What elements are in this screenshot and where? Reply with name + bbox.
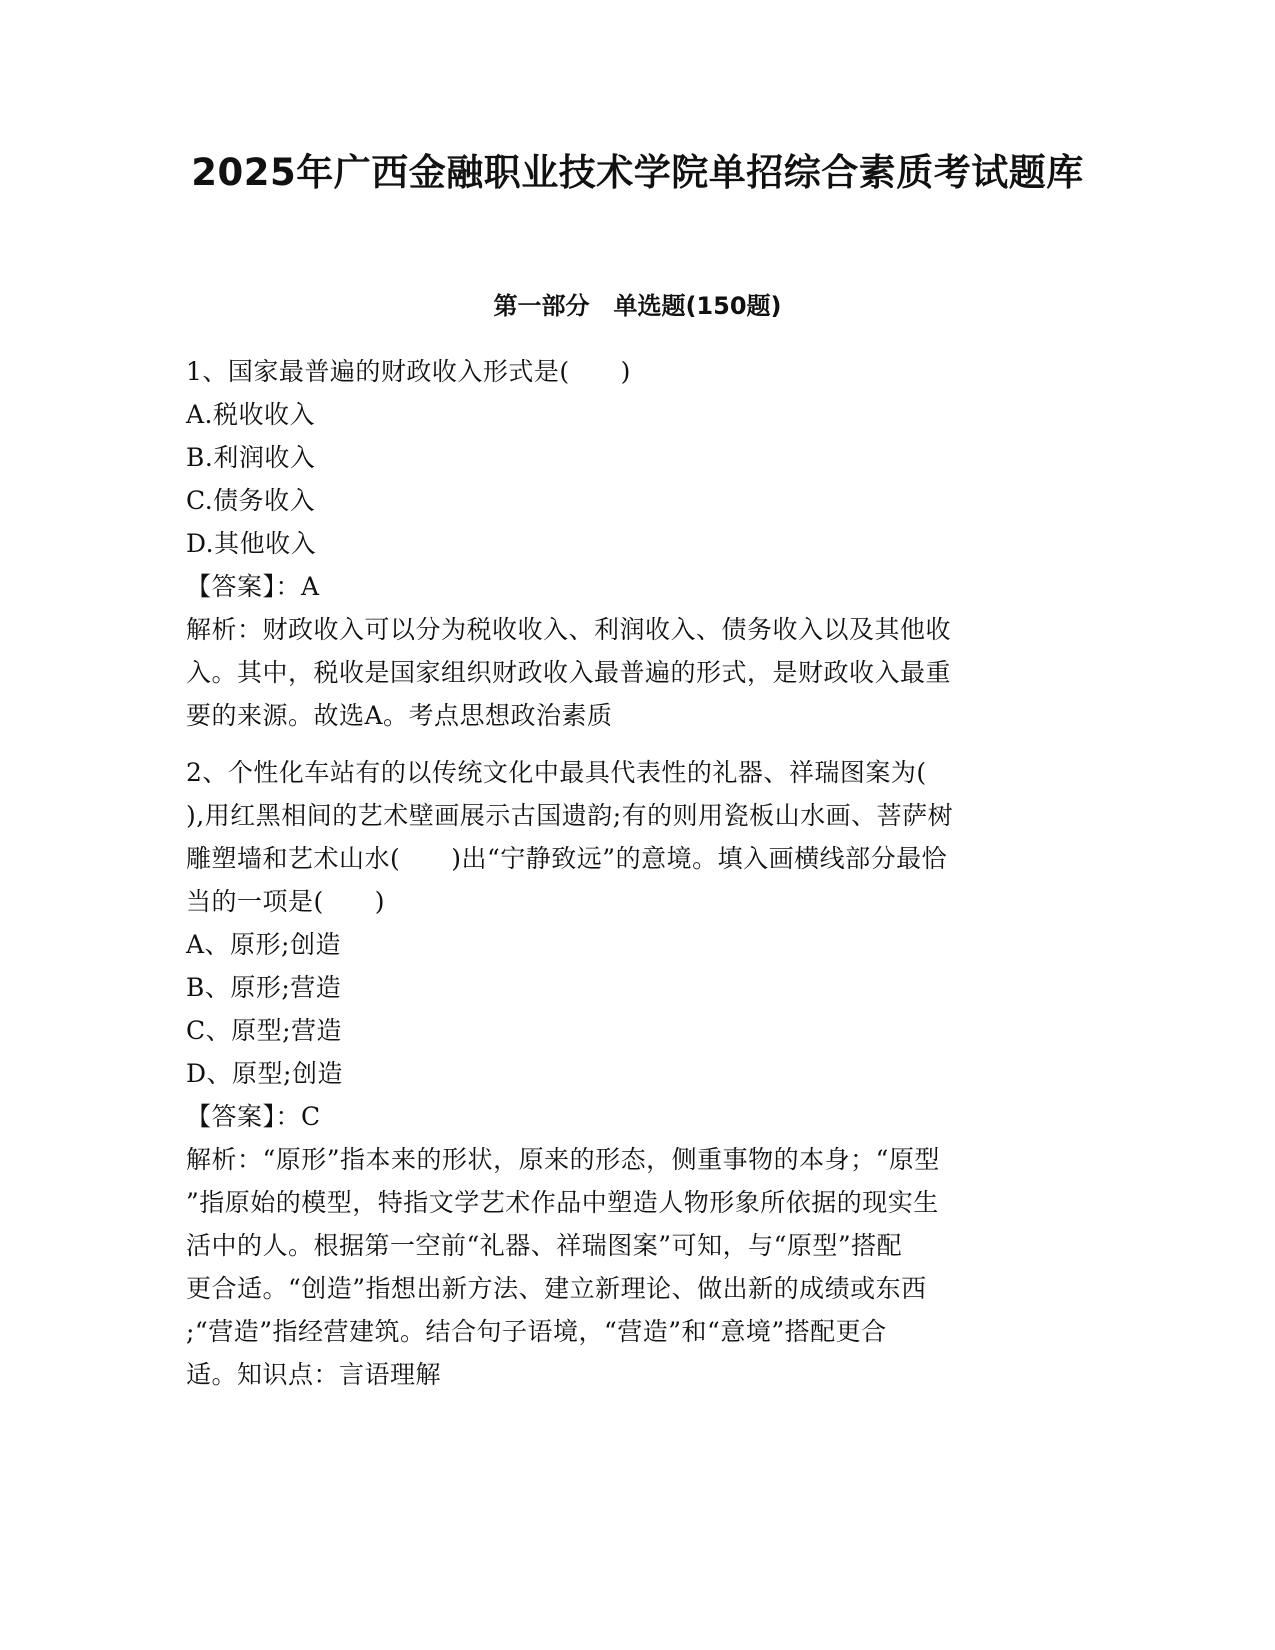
analysis-line: 入。其中，税收是国家组织财政收入最普遍的形式，是财政收入最重 [186, 658, 952, 687]
analysis-line: 活中的人。根据第一空前“礼器、祥瑞图案”可知，与“原型”搭配 [186, 1231, 903, 1260]
option-d: D、原型;创造 [186, 1059, 343, 1088]
question-stem: 雕塑墙和艺术山水( )出“宁静致远”的意境。填入画横线部分最恰 [186, 844, 948, 873]
question-1 [186, 350, 1066, 737]
question-stem: 2、个性化车站有的以传统文化中最具代表性的礼器、祥瑞图案为( [186, 758, 927, 787]
option-c: C.债务收入 [186, 486, 316, 515]
analysis-line: 更合适。“创造”指想出新方法、建立新理论、做出新的成绩或东西 [186, 1274, 927, 1303]
answer-line: 【答案】：C [186, 1102, 321, 1131]
analysis-line: 适。知识点：言语理解 [186, 1360, 442, 1389]
option-c: C、原型;营造 [186, 1016, 343, 1045]
analysis-line: 要的来源。故选A。考点思想政治素质 [186, 701, 613, 730]
answer-line: 【答案】：A [186, 572, 320, 601]
question-stem: ),用红黑相间的艺术壁画展示古国遗韵;有的则用瓷板山水画、菩萨树 [186, 801, 954, 830]
analysis-line: ”指原始的模型，特指文学艺术作品中塑造人物形象所依据的现实生 [186, 1188, 939, 1217]
option-a: A、原形;创造 [186, 930, 341, 959]
option-b: B、原形;营造 [186, 973, 342, 1002]
question-2 [186, 751, 1066, 1396]
question-stem: 当的一项是( ) [186, 887, 386, 916]
option-d: D.其他收入 [186, 529, 317, 558]
analysis-line: 解析：财政收入可以分为税收收入、利润收入、债务收入以及其他收 [186, 615, 952, 644]
option-a: A.税收收入 [186, 400, 316, 429]
question-list [186, 350, 1066, 1396]
option-b: B.利润收入 [186, 443, 316, 472]
document-title: 2025年广西金融职业技术学院单招综合素质考试题库 [191, 151, 1084, 194]
question-stem: 1、国家最普遍的财政收入形式是( ) [186, 357, 631, 386]
section-heading: 第一部分 单选题(150题) [493, 292, 782, 320]
analysis-line: 解析：“原形”指本来的形状，原来的形态，侧重事物的本身；“原型 [186, 1145, 940, 1174]
analysis-line: ;“营造”指经营建筑。结合句子语境，“营造”和“意境”搭配更合 [186, 1317, 887, 1346]
